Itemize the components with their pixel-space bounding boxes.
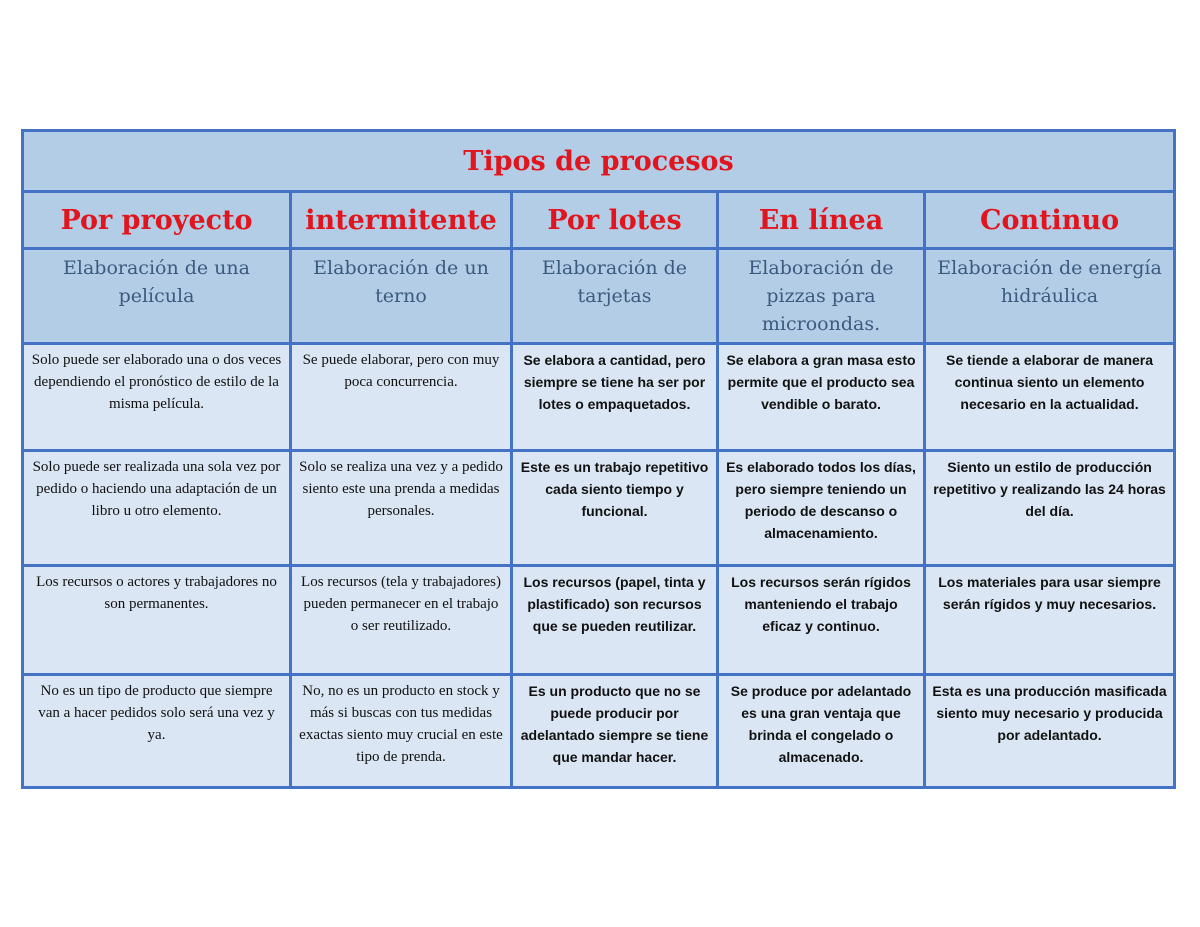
table-cell: Solo se realiza una vez y a pedido siento este una prenda a medidas personales. [291, 451, 512, 566]
table-row [23, 451, 1175, 566]
header-row [23, 192, 1175, 249]
table-title: Tipos de procesos [23, 131, 1175, 192]
header-en-linea: En línea [718, 192, 925, 249]
title-row [23, 131, 1175, 192]
example-cell: Elaboración de un terno [291, 249, 512, 344]
table-cell: Se elabora a cantidad, pero siempre se tiene ha ser por lotes o empaquetados. [512, 344, 718, 451]
table-cell: Se puede elaborar, pero con muy poca concurrencia. [291, 344, 512, 451]
header-por-proyecto: Por proyecto [23, 192, 291, 249]
header-por-lotes: Por lotes [512, 192, 718, 249]
example-cell: Elaboración de pizzas para microondas. [718, 249, 925, 344]
table-row [23, 566, 1175, 675]
table-cell: Los recursos (tela y trabajadores) pueden permanecer en el trabajo o ser reutilizado. [291, 566, 512, 675]
table-cell: Los recursos (papel, tinta y plastificado) son recursos que se pueden reutilizar. [512, 566, 718, 675]
table-cell: Solo puede ser realizada una sola vez por pedido o haciendo una adaptación de un libro u otro elemento. [23, 451, 291, 566]
table-cell: No, no es un producto en stock y más si buscas con tus medidas exactas siento muy crucial en este tipo de prenda. [291, 675, 512, 788]
table-cell: Los recursos o actores y trabajadores no son permanentes. [23, 566, 291, 675]
header-continuo: Continuo [925, 192, 1175, 249]
table-cell: Los recursos serán rígidos manteniendo el trabajo eficaz y continuo. [718, 566, 925, 675]
table-cell: Siento un estilo de producción repetitivo y realizando las 24 horas del día. [925, 451, 1175, 566]
example-row [23, 249, 1175, 344]
table-cell: No es un tipo de producto que siempre van a hacer pedidos solo será una vez y ya. [23, 675, 291, 788]
example-cell: Elaboración de tarjetas [512, 249, 718, 344]
table-cell: Se produce por adelantado es una gran ventaja que brinda el congelado o almacenado. [718, 675, 925, 788]
table-cell: Es elaborado todos los días, pero siempre teniendo un periodo de descanso o almacenamiento. [718, 451, 925, 566]
example-cell: Elaboración de una película [23, 249, 291, 344]
example-cell: Elaboración de energía hidráulica [925, 249, 1175, 344]
process-types-table [21, 129, 1176, 789]
table-cell: Los materiales para usar siempre serán rígidos y muy necesarios. [925, 566, 1175, 675]
table-cell: Es un producto que no se puede producir por adelantado siempre se tiene que mandar hacer. [512, 675, 718, 788]
table-row [23, 675, 1175, 788]
header-intermitente: intermitente [291, 192, 512, 249]
table-cell: Este es un trabajo repetitivo cada siento tiempo y funcional. [512, 451, 718, 566]
table-cell: Se tiende a elaborar de manera continua siento un elemento necesario en la actualidad. [925, 344, 1175, 451]
table-cell: Se elabora a gran masa esto permite que el producto sea vendible o barato. [718, 344, 925, 451]
table-cell: Solo puede ser elaborado una o dos veces dependiendo el pronóstico de estilo de la misma película. [23, 344, 291, 451]
table-cell: Esta es una producción masificada siento muy necesario y producida por adelantado. [925, 675, 1175, 788]
table-row [23, 344, 1175, 451]
